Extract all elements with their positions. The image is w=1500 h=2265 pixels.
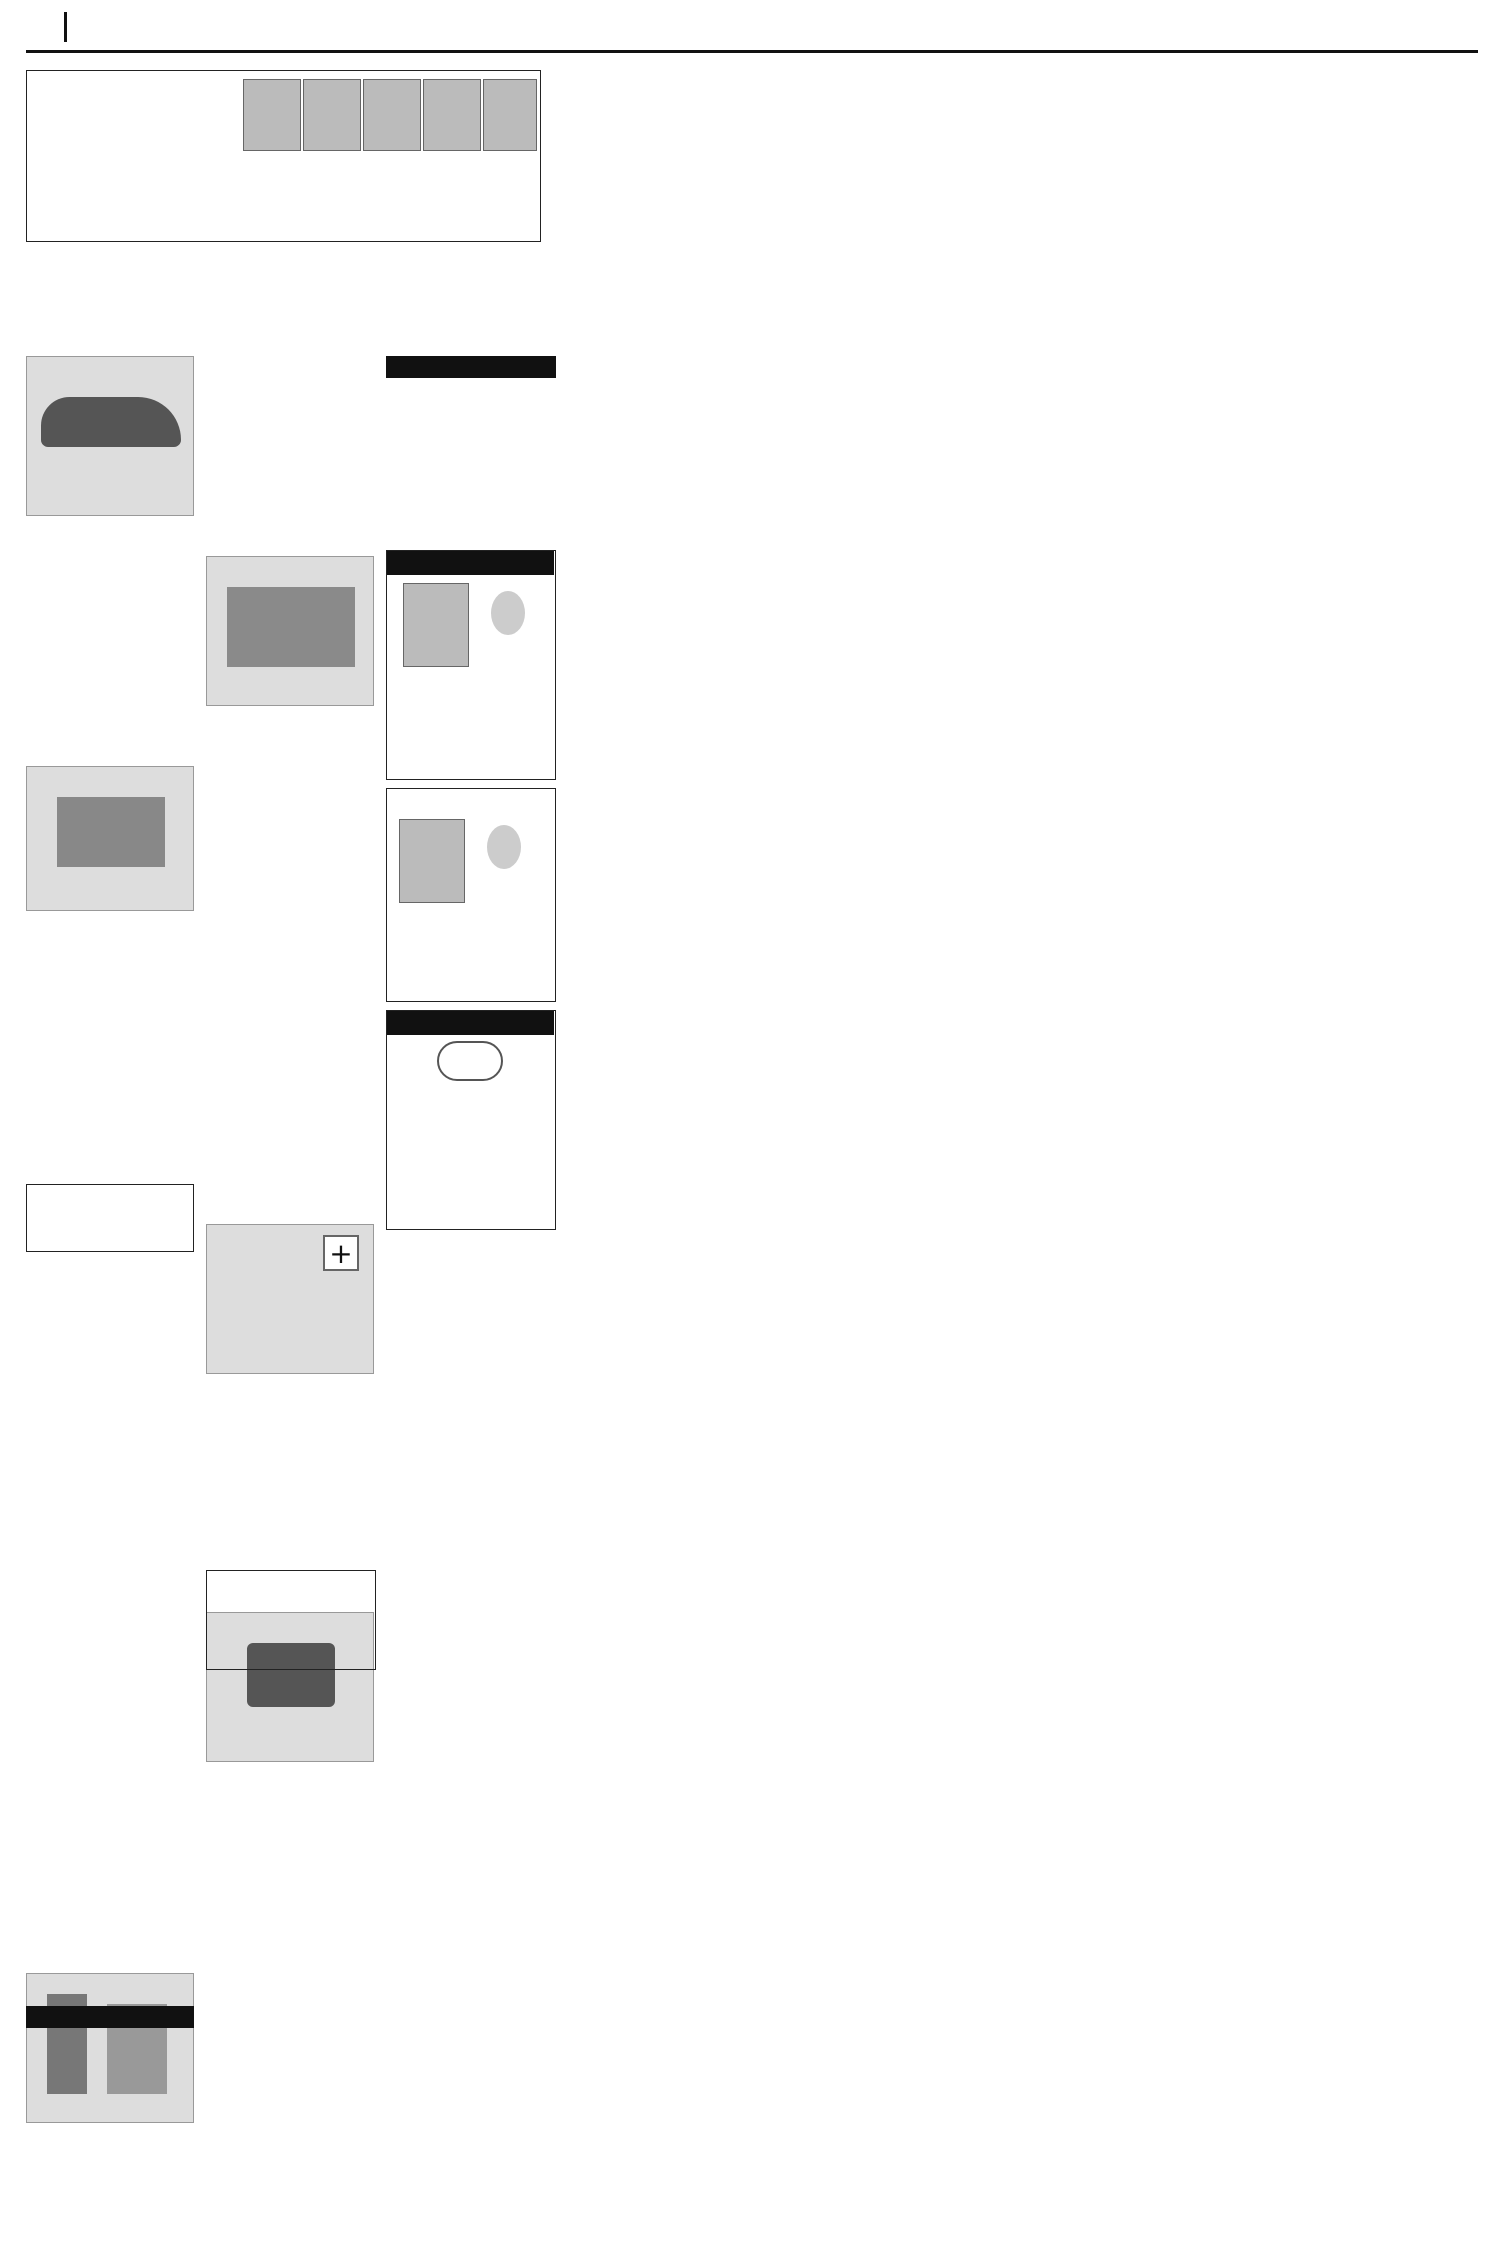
general-header <box>26 2006 194 2028</box>
cashew-ad <box>206 356 376 442</box>
masthead-rule <box>26 50 1478 53</box>
birthday-box <box>26 70 541 242</box>
classified-notice <box>206 1570 376 1670</box>
auto-ad <box>26 540 194 592</box>
house-icon <box>227 587 355 667</box>
ads-column-1 <box>26 356 196 2186</box>
tolet-ad <box>206 828 376 896</box>
re-ad <box>26 1004 194 1072</box>
business-ad <box>206 1468 376 1554</box>
ads-column-2 <box>206 356 376 2186</box>
medical-cross-icon: + <box>323 1235 359 1271</box>
re-ad <box>26 936 194 988</box>
child-photo <box>303 79 361 151</box>
re-ad <box>26 1084 194 1170</box>
gen-ad <box>26 2132 194 2184</box>
tolet-ad <box>206 712 376 814</box>
automobile-category-image <box>26 356 194 516</box>
const-ad <box>26 1824 194 1892</box>
child-photo <box>363 79 421 151</box>
re-ad <box>26 1268 194 1354</box>
masthead <box>26 8 1478 48</box>
car-icon <box>41 397 181 447</box>
re-ad <box>26 1586 194 1654</box>
child-photo <box>423 79 481 151</box>
tolet-category-image <box>206 556 374 706</box>
re-ad-boxed <box>26 1184 194 1252</box>
tolet-ad <box>206 992 376 1060</box>
lease-ad <box>206 472 376 540</box>
news-left-column <box>386 248 561 2188</box>
masthead-divider <box>64 12 67 42</box>
const-ad <box>26 1906 194 1992</box>
re-ad <box>26 774 194 842</box>
child-photo <box>243 79 301 151</box>
re-ad <box>26 1368 194 1488</box>
child-photo <box>483 79 537 151</box>
health-ad <box>206 1230 376 1298</box>
gen-ad <box>26 2050 194 2118</box>
tolet-ad <box>206 910 376 978</box>
re-ad <box>26 856 194 924</box>
re-ad <box>26 1504 194 1572</box>
